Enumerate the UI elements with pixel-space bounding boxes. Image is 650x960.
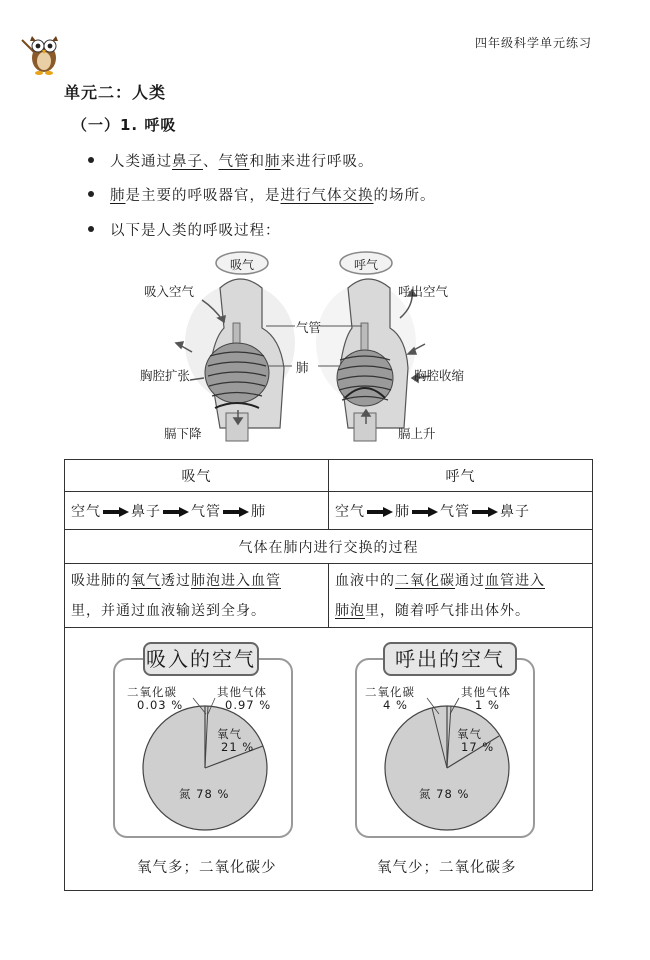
exhale-air-label: 呼出空气	[398, 284, 449, 299]
inhale-exchange-desc: 吸进肺的氧气透过肺泡进入血管 里，并通过血液输送到全身。	[65, 564, 329, 628]
diaphragm-down-label: 膈下降	[164, 426, 202, 441]
right-arrow-icon	[163, 507, 189, 517]
exhaled-other-label: 其他气体	[461, 685, 511, 699]
bullet-process-intro: 以下是人类的呼吸过程：	[88, 219, 281, 240]
table-header-inhale: 吸气	[65, 460, 329, 492]
exhaled-nitrogen-label: 氮 78 %	[419, 787, 470, 801]
bullet-breathing-organs: 人类通过鼻子、气管和肺来进行呼吸。	[88, 150, 374, 171]
bullet-dot-icon	[88, 191, 94, 197]
breathing-table	[64, 459, 593, 891]
bullet-dot-icon	[88, 226, 94, 232]
exhaled-air-title: 呼出的空气	[383, 642, 517, 676]
right-arrow-icon	[367, 507, 393, 517]
gas-exchange-title: 气体在肺内进行交换的过程	[65, 530, 593, 564]
breathing-diagram	[130, 248, 490, 448]
inhaled-air-title: 吸入的空气	[143, 642, 259, 676]
inhaled-oxygen-label: 氧气	[217, 727, 242, 741]
exhaled-co2-label: 二氧化碳	[365, 685, 415, 699]
inhaled-oxygen-value: 21 %	[221, 740, 255, 754]
exhale-path-cell: 空气 肺 气管 鼻子	[329, 492, 593, 530]
section-title: （一）1. 呼吸	[72, 116, 177, 134]
bullet-lung-function: 肺是主要的呼吸器官，是进行气体交换的场所。	[88, 184, 436, 205]
lung-label: 肺	[296, 360, 309, 375]
chest-contract-label: 胸腔收缩	[414, 368, 465, 383]
inhaled-nitrogen-label: 氮 78 %	[179, 787, 230, 801]
inhale-air-label: 吸入空气	[144, 284, 195, 299]
right-arrow-icon	[412, 507, 438, 517]
inhaled-co2-value: 0.03 %	[137, 698, 184, 712]
table-header-exhale: 呼气	[329, 460, 593, 492]
diaphragm-up-label: 膈上升	[398, 426, 436, 441]
trachea-label: 气管	[296, 320, 322, 335]
owl-mascot-logo	[20, 28, 62, 76]
exhaled-caption: 氧气少；二氧化碳多	[377, 860, 517, 876]
inhale-body-illustration	[185, 279, 295, 441]
right-arrow-icon	[103, 507, 129, 517]
exhaled-oxygen-value: 17 %	[461, 740, 495, 754]
pie-charts-cell	[65, 628, 593, 891]
inhale-path-cell: 空气 鼻子 气管 肺	[65, 492, 329, 530]
exhaled-co2-value: 4 %	[383, 698, 408, 712]
right-arrow-icon	[472, 507, 498, 517]
exhaled-oxygen-label: 氧气	[457, 727, 482, 741]
unit-title: 单元二：人类	[64, 83, 167, 102]
inhaled-other-label: 其他气体	[217, 685, 267, 699]
exhaled-other-value: 1 %	[475, 698, 500, 712]
inhale-tag: 吸气	[230, 258, 255, 272]
right-arrow-icon	[223, 507, 249, 517]
exhale-exchange-desc: 血液中的二氧化碳通过血管进入 肺泡里，随着呼气排出体外。	[329, 564, 593, 628]
inhaled-caption: 氧气多；二氧化碳少	[137, 860, 277, 876]
bullet-dot-icon	[88, 157, 94, 163]
inhaled-co2-label: 二氧化碳	[127, 685, 177, 699]
chest-expand-label: 胸腔扩张	[140, 368, 191, 383]
inhaled-other-value: 0.97 %	[225, 698, 272, 712]
exhale-tag: 呼气	[354, 258, 379, 272]
worksheet-header-title: 四年级科学单元练习	[474, 36, 592, 50]
